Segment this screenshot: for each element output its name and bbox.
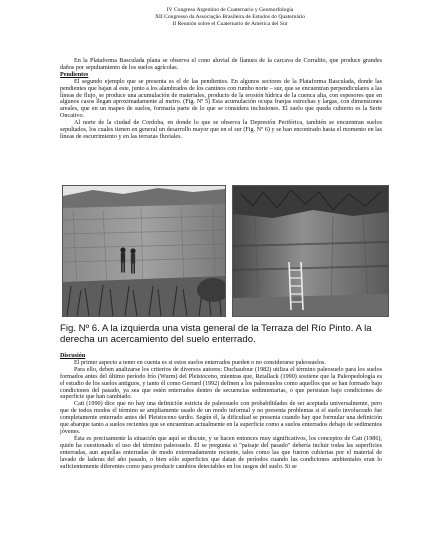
figure-caption: Fig. Nº 6. A la izquierda una vista general de la Terraza del Río Pinto. A la derecha un acercamiento del suelo enterrado. (60, 323, 372, 346)
paragraph-discusion-2: Para ello, deben analizarse los criterios de diversos autores: Duchaufour (1982) utiliza el término paleosuelo para los suelos formados antes del último período frío (Wurm) del Pleistoceno, mientras que, Retallack (1990) sostiene que la Paleopedología es el estudio de los suelos antiguos, y tanto él como Gerrard (1992) definen a los paleosuelos como aquellos que se han formado bajo condiciones del pasado, ya sea que estén enterrados dentro de secuencias sedimentarias, o que persistan bajo condiciones de superficie que han cambiado. (60, 366, 382, 401)
conference-header (110, 7, 350, 29)
paragraph-discusion-1: El primer aspecto a tener en cuenta es si estos suelos enterrados pueden o no considerarse paleosuelos. (74, 359, 326, 366)
header-line-2: XII Congresso da Associação Brasileira de Estudos do Quaternário (154, 14, 306, 21)
header-line-3: II Reunión sobre el Cuaternario de América del Sur (172, 21, 288, 28)
paragraph-plataforma: En la Plataforma Basculada plana se observa el cono aluvial de llanura de la carcava de Corralito, que produce grandes daños por sepultamiento de los suelos agrícolas. (60, 58, 382, 71)
heading-pendientes: Pendientes (60, 71, 89, 78)
paragraph-pendientes: El segundo ejemplo que se presenta es el de las pendientes. En algunos sectores de la Plataforma Basculada, donde las pendientes que bajan al este, junto a los alambrados de los caminos con rumbo norte – sur, que se encuentran perpendiculares a las líneas de flujo, se produce una acumulación de materiales, producto de la erosión hídrica de la cuenca alta, con espesores que en algunos casos llegan aproximadamente al metro. (Fig. Nº 5) Esta acumulación ocupa franjas estrechas y largas, con dimensiones areales, que en un mapeo de suelos, formaría parte de lo que se considera inclusiones. El suelo que queda cubierto es la Serie Oncativo. (60, 78, 382, 120)
buried-soil-photo-image (233, 186, 388, 316)
buried-soil-photo (232, 185, 389, 317)
terrace-photo (62, 185, 226, 317)
header-line-1: IV Congreso Argentino de Cuaternario y Geomorfología (166, 7, 294, 13)
paragraph-discusion-3: Catt (1990) dice que no hay una definición estricta de paleosuelo con probabilidades de ser aceptada universalmente, pero que de todos modos el término se ampliamente usado de un modo informal y no presenta problemas si el suelo involucrado fue completamente enterrado antes del Pleistoceno tardío. Según él, la dificultad se presenta cuando hay que formular una definición que abarque tanto a suelos recientes que se encuentran actualmente en la superficie como a suelos enterrados debajo de sedimentos jóvenes. (60, 401, 382, 435)
paragraph-cordoba: Al norte de la ciudad de Cordoba, en donde lo que se observa la Depresión Periférica, también se encuentran suelos sepultados, los cuales tienen en general un desarrollo mayor que en el sur (Fig. Nº 6) y se han encontrado hasta el momento en las líneas de escurrimiento y en las terrazas fluviales. (60, 120, 382, 140)
body-text-top (60, 58, 382, 141)
paragraph-discusion-4: Ésta es precisamente la situación que aquí se discute, y se hacen entonces muy significativos, los conceptos de Catt (1986), quién ha cuestionado el uso del término paleosuelo. Él se pregunta si "paisaje del pasado" debería incluir todas las superficies enterradas, aun aquellas enterradas de modo extremadamente reciente, tales como las que fueron cubiertas por el material de lavado de laderas del año pasado, o bien sólo superficies que datan de períodos cuando las condiciones ambientales eran lo suficientemente diferentes como para producir cambios detectables en los rasgos del suelo. Si se (60, 435, 382, 470)
heading-discusion: Discusión (60, 353, 86, 359)
terrace-photo-image (63, 186, 225, 316)
body-text-discussion (60, 353, 382, 470)
